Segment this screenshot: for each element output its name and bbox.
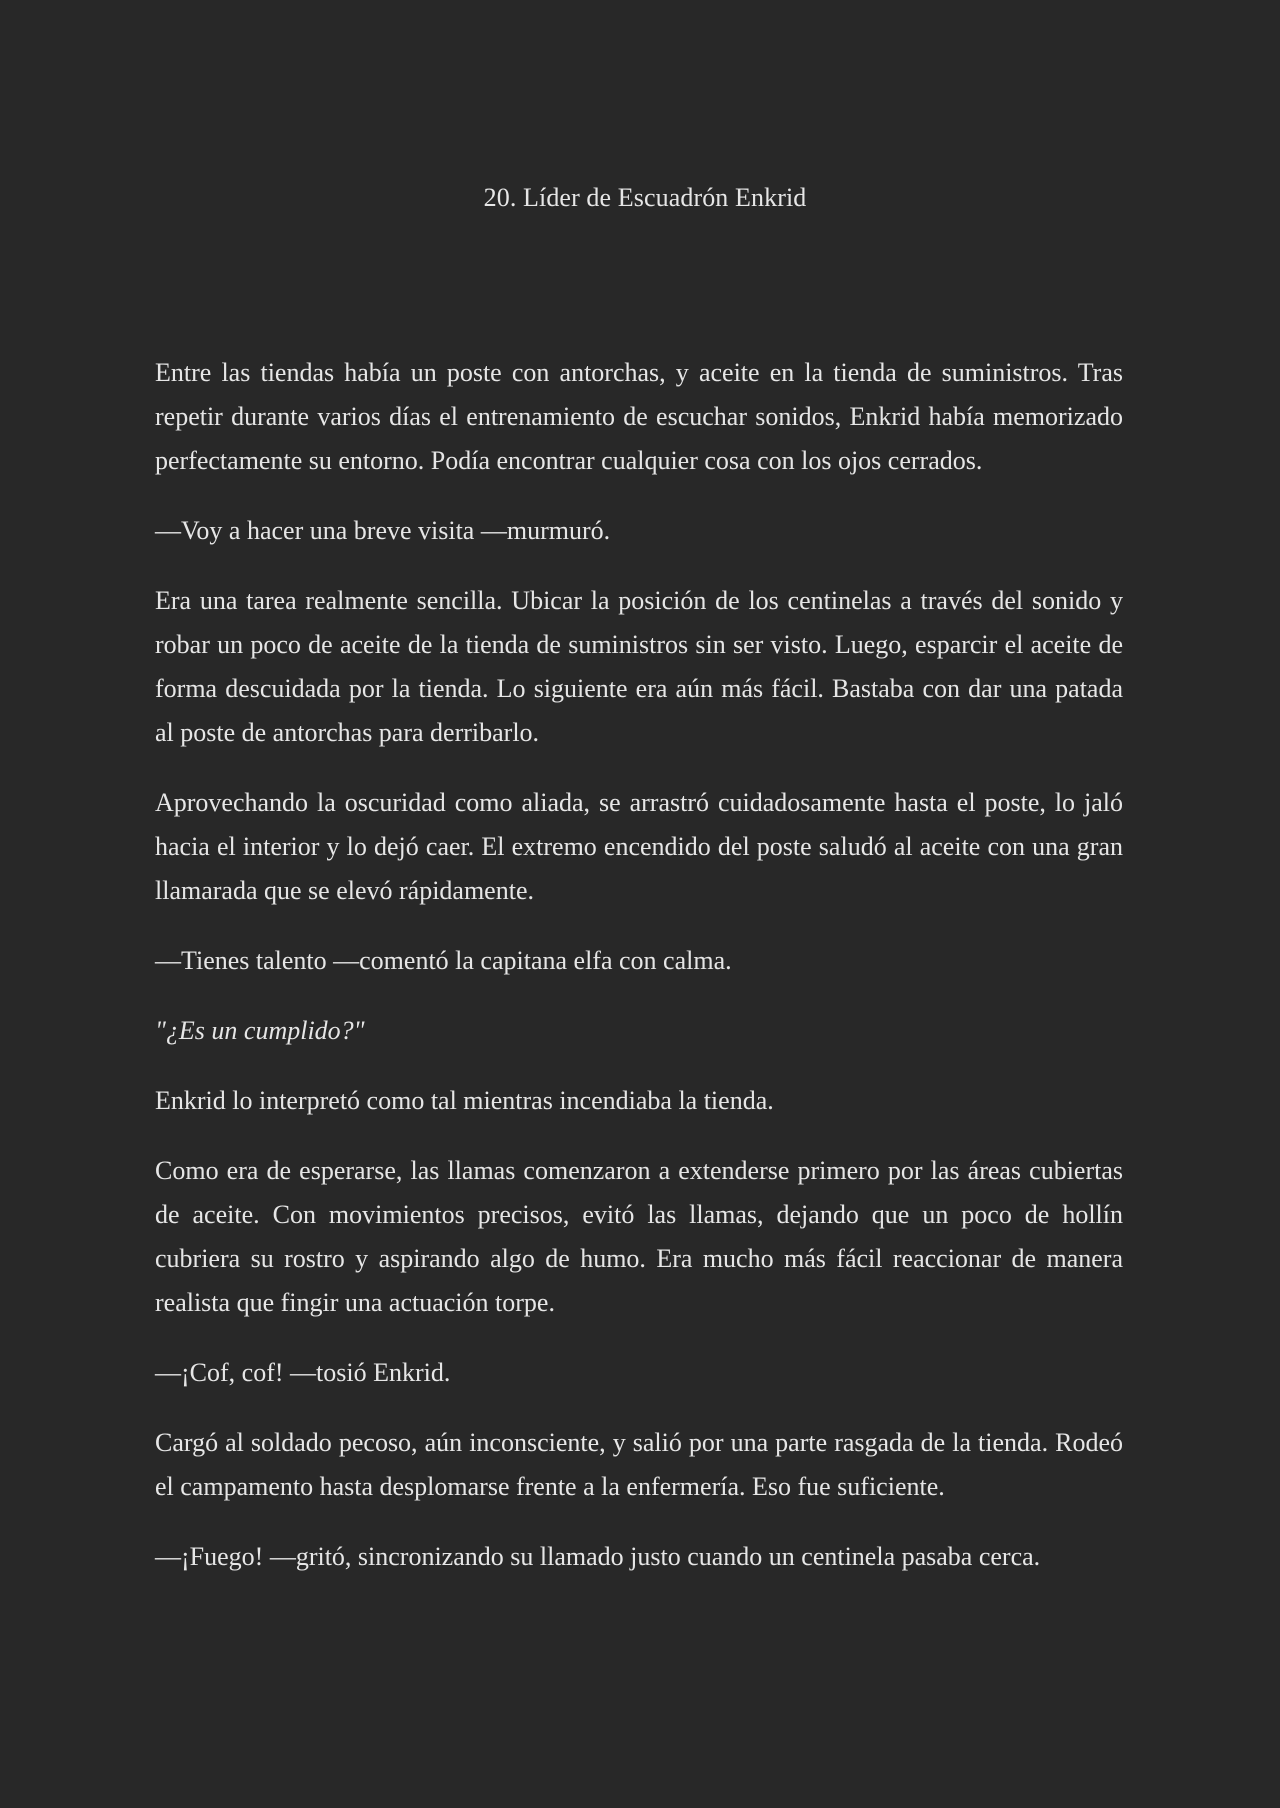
paragraph: Era una tarea realmente sencilla. Ubicar la posición de los centinelas a través del sonido y robar un poco de aceite de la tienda de suministros sin ser visto. Luego, esparcir el aceite de forma descuidada por la tienda. Lo siguiente era aún más fácil. Bastaba con dar una patada al poste de antorchas para derribarlo. bbox=[155, 586, 1123, 747]
paragraph: —Voy a hacer una breve visita —murmuró. bbox=[155, 516, 611, 545]
paragraph: Enkrid lo interpretó como tal mientras incendiaba la tienda. bbox=[155, 1086, 774, 1115]
paragraph: Cargó al soldado pecoso, aún inconsciente, y salió por una parte rasgada de la tienda. Rodeó el campamento hasta desplomarse frente a la enfermería. Eso fue suficiente. bbox=[155, 1428, 1123, 1501]
paragraph: —¡Cof, cof! —tosió Enkrid. bbox=[155, 1358, 451, 1387]
paragraph: —¡Fuego! —gritó, sincronizando su llamado justo cuando un centinela pasaba cerca. bbox=[155, 1542, 1041, 1571]
paragraph: Como era de esperarse, las llamas comenzaron a extenderse primero por las áreas cubiertas de aceite. Con movimientos precisos, evitó las llamas, dejando que un poco de hollín cubriera su rostro y aspirando algo de humo. Era mucho más fácil reaccionar de manera realista que fingir una actuación torpe. bbox=[155, 1156, 1123, 1317]
paragraph-thought: "¿Es un cumplido?" bbox=[155, 1016, 365, 1045]
paragraph: —Tienes talento —comentó la capitana elfa con calma. bbox=[155, 946, 732, 975]
paragraph: Aprovechando la oscuridad como aliada, se arrastró cuidadosamente hasta el poste, lo jaló hacia el interior y lo dejó caer. El extremo encendido del poste saludó al aceite con una gran llamarada que se elevó rápidamente. bbox=[155, 788, 1123, 905]
paragraph: Entre las tiendas había un poste con antorchas, y aceite en la tienda de suministros. Tras repetir durante varios días el entrenamiento de escuchar sonidos, Enkrid había memorizado perfectamente su entorno. Podía encontrar cualquier cosa con los ojos cerrados. bbox=[155, 358, 1123, 475]
reader-page bbox=[155, 178, 1123, 1605]
chapter-title: 20. Líder de Escuadrón Enkrid bbox=[483, 183, 807, 212]
